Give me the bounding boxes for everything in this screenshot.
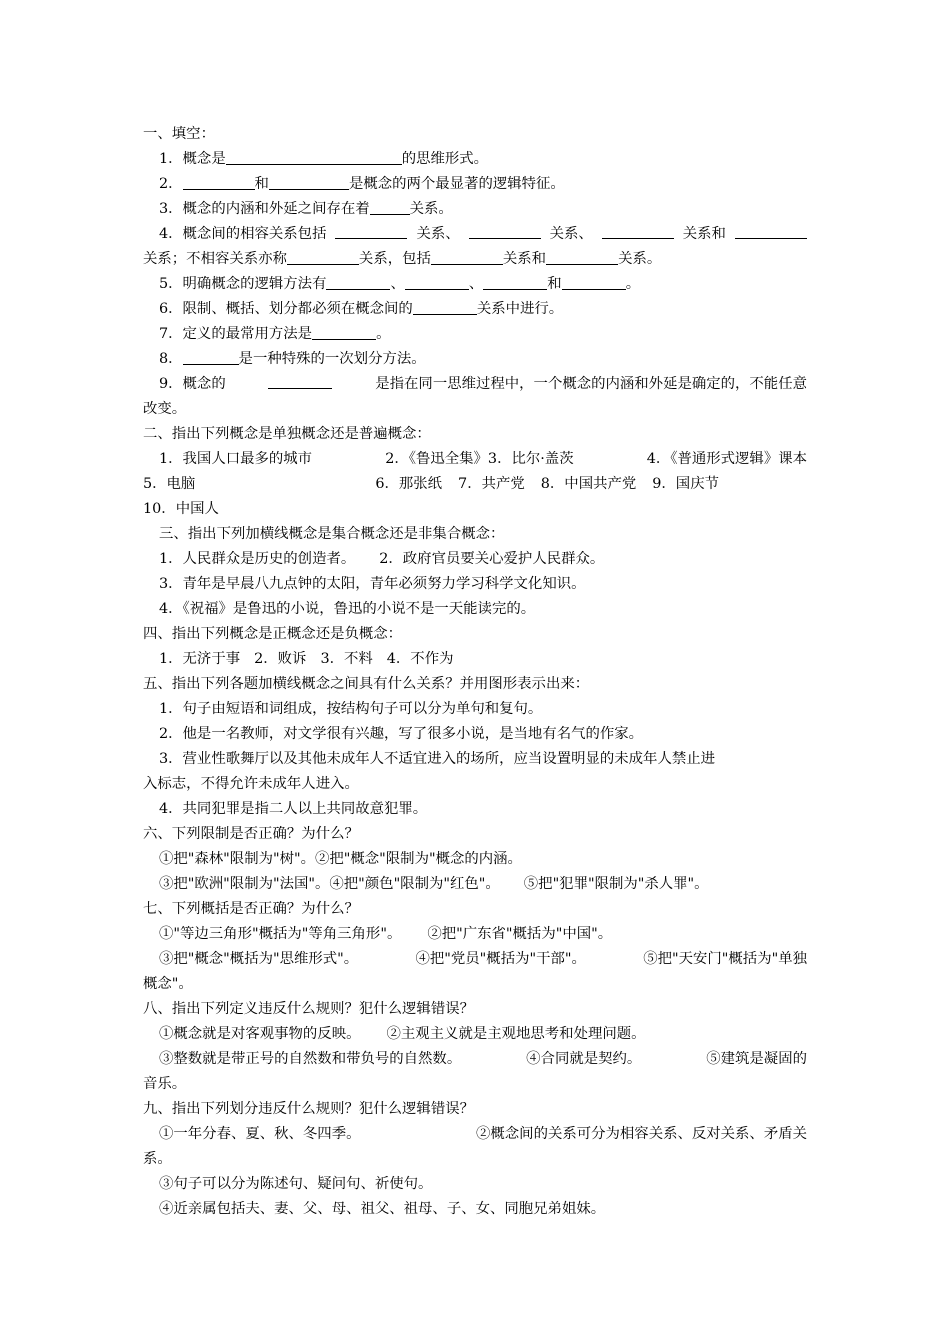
text: ①"等边三角形"概括为"等角三角形"。 <box>159 926 402 942</box>
s3-line-1 <box>143 547 807 572</box>
blank-line[interactable] <box>335 222 407 239</box>
blank-line[interactable] <box>268 372 332 389</box>
text: ⑤建筑是凝固的 <box>706 1051 807 1067</box>
section-6-title: 六、下列限制是否正确？为什么？ <box>143 826 359 842</box>
fill-q6 <box>143 297 807 322</box>
text: 关系、 <box>416 226 460 242</box>
text: 2． <box>159 176 183 192</box>
s3-line-2: 3．青年是早晨八九点钟的太阳，青年必须努力学习科学文化知识。 <box>159 576 586 592</box>
section-9-title: 九、指出下列划分违反什么规则？犯什么逻辑错误？ <box>143 1101 474 1117</box>
blank-line[interactable] <box>287 248 359 265</box>
text: ①概念就是对客观事物的反映。 <box>159 1026 361 1042</box>
text: ⑤把"天安门"概括为"单独 <box>643 951 807 967</box>
blank-line[interactable] <box>405 273 469 290</box>
blank-line[interactable] <box>469 222 541 239</box>
text: 3．概念的内涵和外延之间存在着 <box>159 201 370 217</box>
fill-q9-cont: 改变。 <box>143 401 187 417</box>
text: 关系和 <box>682 226 726 242</box>
text: ③把"概念"概括为"思维形式"。 <box>159 951 359 967</box>
blank-line[interactable] <box>483 273 547 290</box>
s5-line-1: 1．句子由短语和词组成，按结构句子可以分为单句和复句。 <box>159 701 543 717</box>
s3-line-3: 4．《祝福》是鲁迅的小说，鲁迅的小说不是一天能读完的。 <box>159 601 536 617</box>
text: 。 <box>625 276 641 292</box>
fill-q1 <box>143 147 807 172</box>
blank-line[interactable] <box>370 198 410 215</box>
text: 1．无济于事 <box>159 651 241 667</box>
s6-line-1: ①把"森林"限制为"树"。②把"概念"限制为"概念的内涵。 <box>159 851 522 867</box>
blank-line[interactable] <box>431 248 503 265</box>
blank-line[interactable] <box>546 248 618 265</box>
blank-line[interactable] <box>183 173 255 190</box>
text: 关系。 <box>618 251 662 267</box>
s8-line-2 <box>143 1047 807 1072</box>
text: 关系，包括 <box>358 251 431 267</box>
s8-line-2-cont: 音乐。 <box>143 1076 187 1092</box>
text: 关系和 <box>502 251 547 267</box>
blank-line[interactable] <box>183 348 239 365</box>
text: ②概念间的关系可分为相容关系、反对关系、矛盾关 <box>476 1126 807 1142</box>
text: ③把"欧洲"限制为"法国"。④把"颜色"限制为"红色"。 <box>159 876 500 892</box>
text: 2．《鲁迅全集》3．比尔·盖茨 <box>385 451 574 467</box>
text: ④把"党员"概括为"干部"。 <box>415 951 586 967</box>
text: 2．政府官员要关心爱护人民群众。 <box>379 551 605 567</box>
s7-line-2-cont: 概念"。 <box>143 976 193 992</box>
text: 1．我国人口最多的城市 <box>159 451 313 467</box>
fill-q2 <box>143 172 807 197</box>
text: 8．中国共产党 <box>540 476 637 492</box>
blank-line[interactable] <box>735 222 807 239</box>
section-8-title: 八、指出下列定义违反什么规则？犯什么逻辑错误？ <box>143 1001 474 1017</box>
section-7-title: 七、下列概括是否正确？为什么？ <box>143 901 359 917</box>
s9-line-1-cont: 系。 <box>143 1151 172 1167</box>
s8-line-1 <box>143 1022 807 1047</box>
blank-line[interactable] <box>226 148 402 165</box>
text: 4．不作为 <box>386 651 454 667</box>
s2-row-1 <box>143 447 807 472</box>
blank-line[interactable] <box>269 173 349 190</box>
text: ③整数就是带正号的自然数和带负号的自然数。 <box>159 1051 462 1067</box>
text: 9．概念的 <box>159 376 226 392</box>
fill-q4-cont <box>143 247 807 272</box>
text: 1．概念是 <box>159 151 226 167</box>
s5-line-4: 4．共同犯罪是指二人以上共同故意犯罪。 <box>159 801 428 817</box>
text: 1．人民群众是历史的创造者。 <box>159 551 356 567</box>
fill-q7 <box>143 322 807 347</box>
s9-line-1 <box>143 1122 807 1147</box>
blank-line[interactable] <box>413 298 477 315</box>
blank-line[interactable] <box>326 273 390 290</box>
text: 的思维形式。 <box>401 151 489 167</box>
text: 6．那张纸 <box>375 476 443 492</box>
text: 、 <box>468 276 484 292</box>
s6-line-2 <box>143 872 807 897</box>
text: 。 <box>376 326 391 342</box>
s9-line-2: ③句子可以分为陈述句、疑问句、祈使句。 <box>159 1176 433 1192</box>
text: 关系、 <box>549 226 593 242</box>
text: 7．共产党 <box>458 476 525 492</box>
text: 6．限制、概括、划分都必须在概念间的 <box>159 301 413 317</box>
text: 4．概念间的相容关系包括 <box>159 226 327 242</box>
text: 4．《普通形式逻辑》课本 <box>646 451 807 467</box>
s5-line-3: 3．营业性歌舞厅以及其他未成年人不适宜进入的场所，应当设置明显的未成年人禁止进 <box>159 751 716 767</box>
s5-line-2: 2．他是一名教师，对文学很有兴趣，写了很多小说，是当地有名气的作家。 <box>159 726 644 742</box>
s9-line-3: ④近亲属包括夫、妻、父、母、祖父、祖母、子、女、同胞兄弟姐妹。 <box>159 1201 606 1217</box>
s7-line-2 <box>143 947 807 972</box>
s2-row-2 <box>143 472 807 497</box>
text: ②主观主义就是主观地思考和处理问题。 <box>386 1026 646 1042</box>
blank-line[interactable] <box>562 273 626 290</box>
text: 和 <box>254 176 269 192</box>
fill-q4 <box>143 222 807 247</box>
text: 2．败诉 <box>254 651 307 667</box>
section-1-title: 一、填空： <box>143 126 215 142</box>
s5-line-3-cont: 入标志，不得允许未成年人进入。 <box>143 776 359 792</box>
text: 7．定义的最常用方法是 <box>159 326 313 342</box>
s7-line-1 <box>143 922 807 947</box>
fill-q5 <box>143 272 807 297</box>
text: 是指在同一思维过程中，一个概念的内涵和外延是确定的，不能任意 <box>375 376 807 392</box>
fill-q8 <box>143 347 807 372</box>
text: ⑤把"犯罪"限制为"杀人罪"。 <box>523 876 709 892</box>
s4-items <box>143 647 807 672</box>
text: 5．电脑 <box>143 476 196 492</box>
text: ④合同就是契约。 <box>526 1051 642 1067</box>
document-page <box>143 122 807 1222</box>
fill-q3 <box>143 197 807 222</box>
text: 关系中进行。 <box>476 301 564 317</box>
text: ①一年分春、夏、秋、冬四季。 <box>159 1126 361 1142</box>
section-2-title: 二、指出下列概念是单独概念还是普遍概念： <box>143 426 431 442</box>
text: 是一种特殊的一次划分方法。 <box>238 351 426 367</box>
text: 关系。 <box>409 201 453 217</box>
blank-line[interactable] <box>312 323 376 340</box>
text: 3．不料 <box>320 651 373 667</box>
section-4-title: 四、指出下列概念是正概念还是负概念： <box>143 626 403 642</box>
text: 关系；不相容关系亦称 <box>143 251 287 267</box>
section-3-title: 三、指出下列加横线概念是集合概念还是非集合概念： <box>159 526 505 542</box>
text: 5．明确概念的逻辑方法有 <box>159 276 327 292</box>
text: 和 <box>547 276 562 292</box>
text: 、 <box>390 276 405 292</box>
text: ②把"广东省"概括为"中国"。 <box>427 926 613 942</box>
text: 9．国庆节 <box>652 476 719 492</box>
blank-line[interactable] <box>602 222 674 239</box>
text: 是概念的两个最显著的逻辑特征。 <box>348 176 565 192</box>
fill-q9 <box>143 372 807 397</box>
section-5-title: 五、指出下列各题加横线概念之间具有什么关系？并用图形表示出来： <box>143 676 590 692</box>
text: 8． <box>159 351 183 367</box>
s2-row-3: 10．中国人 <box>143 501 219 517</box>
